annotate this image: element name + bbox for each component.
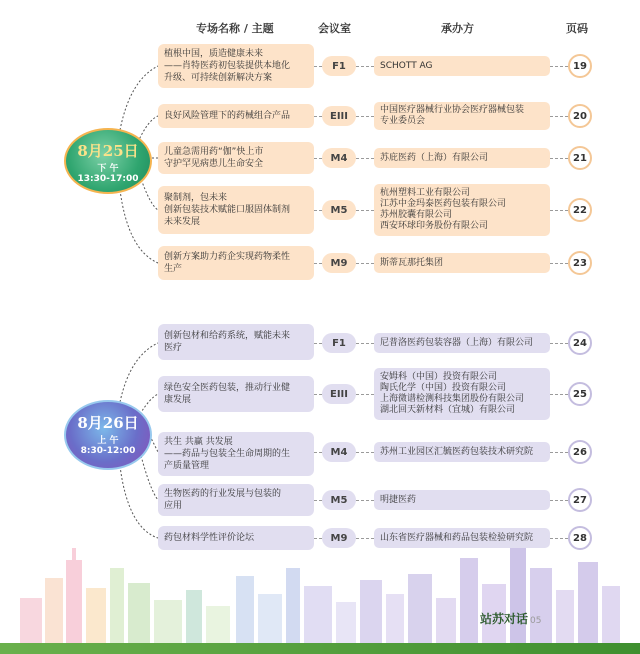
page-number: 22	[568, 198, 592, 222]
organizer-line: 湖北回天新材料（宜城）有限公司	[380, 405, 516, 415]
topic-line: ——药品与包装全生命周期的生	[164, 449, 291, 459]
topic-box	[158, 44, 314, 88]
footer-page-number: 05	[530, 616, 542, 626]
organizer-line: 江苏中金玛泰医药包装有限公司	[380, 199, 507, 209]
organizer-line: 杭州塑料工业有限公司	[380, 188, 471, 198]
topic-line: 创新包装技术赋能口服固体制剂	[164, 205, 291, 215]
page-number: 25	[568, 382, 592, 406]
organizer-line: 上海微谱检测科技集团股份有限公司	[380, 394, 525, 404]
header-topic: 专场名称 / 主题	[196, 22, 274, 35]
organizer-line: 苏庇医药（上海）有限公司	[380, 152, 489, 163]
topic-box	[158, 484, 314, 516]
topic-line: 共生 共赢 共发展	[164, 437, 233, 447]
topic-line: 未来发展	[164, 217, 201, 227]
organizer-box	[374, 184, 550, 236]
session-circle-aug25	[64, 128, 152, 194]
organizer-box	[374, 528, 550, 548]
topic-box	[158, 324, 314, 360]
topic-line: 良好风险管理下的药械组合产品	[164, 111, 291, 121]
organizer-line: 专业委员会	[380, 116, 426, 126]
topic-line: 守护罕见病患儿生命安全	[164, 159, 264, 169]
topic-line: 医疗	[164, 343, 183, 353]
session-date: 8月26日	[77, 414, 139, 432]
room-badge: EIII	[322, 106, 356, 126]
page-number: 28	[568, 526, 592, 550]
topic-line: 植根中国，质造健康未来	[164, 49, 264, 59]
topic-box	[158, 246, 314, 280]
organizer-line: 明捷医药	[380, 494, 417, 505]
organizer-box	[374, 490, 550, 510]
session-circle-aug26	[64, 400, 152, 470]
topic-line: 绿色安全医药包装，推动行业健	[164, 383, 291, 393]
topic-line: 儿童急需用药“伽”快上市	[164, 147, 264, 157]
topic-line: ——肖特医药初包装提供本地化	[164, 61, 291, 71]
ground-strip	[0, 643, 640, 654]
topic-line: 应用	[164, 501, 183, 511]
organizer-box	[374, 253, 550, 273]
topic-line: 创新包材和给药系统，赋能未来	[164, 331, 291, 341]
page-number: 24	[568, 331, 592, 355]
page-number: 27	[568, 488, 592, 512]
topic-box	[158, 526, 314, 550]
topic-box	[158, 432, 314, 476]
header-room: 会议室	[318, 22, 351, 35]
page-number: 20	[568, 104, 592, 128]
room-badge: F1	[322, 333, 356, 353]
organizer-box	[374, 442, 550, 462]
organizer-box	[374, 102, 550, 130]
topic-line: 药包材料学性评价论坛	[164, 533, 255, 543]
room-badge: F1	[322, 56, 356, 76]
topic-box	[158, 376, 314, 412]
topic-line: 生产	[164, 264, 183, 274]
page-number: 19	[568, 54, 592, 78]
session-part: 下 午	[97, 164, 119, 174]
organizer-line: 苏州工业园区汇毓医药包装技术研究院	[380, 446, 534, 457]
room-badge: M4	[322, 148, 356, 168]
topic-box	[158, 186, 314, 234]
session-time: 8:30-12:00	[80, 446, 136, 456]
topic-box	[158, 142, 314, 174]
organizer-line: SCHOTT AG	[380, 60, 433, 71]
organizer-line: 中国医疗器械行业协会医疗器械包装	[380, 105, 525, 115]
topic-line: 创新方案助力药企实现药物柔性	[164, 252, 291, 262]
topic-line: 生物医药的行业发展与包装的	[164, 489, 282, 499]
header-organizer: 承办方	[441, 22, 474, 35]
session-part: 上 午	[97, 436, 119, 446]
organizer-box	[374, 56, 550, 76]
organizer-line: 西安环球印务股份有限公司	[380, 221, 489, 231]
organizer-line: 陶氏化学（中国）投资有限公司	[380, 383, 507, 393]
page-number: 26	[568, 440, 592, 464]
topic-box	[158, 104, 314, 128]
room-badge: M5	[322, 490, 356, 510]
topic-line: 康发展	[164, 395, 192, 405]
header-page: 页码	[566, 22, 588, 35]
organizer-box	[374, 148, 550, 168]
organizer-line: 尼普洛医药包装容器（上海）有限公司	[380, 337, 534, 348]
organizer-box	[374, 368, 550, 420]
footer-brand-text: 站苏对话	[480, 612, 529, 626]
room-badge: M4	[322, 442, 356, 462]
page-number: 21	[568, 146, 592, 170]
topic-line: 产质量管理	[164, 461, 210, 471]
organizer-line: 斯蒂瓦那托集团	[380, 257, 444, 268]
footer-brand	[480, 610, 541, 627]
organizer-line: 安姆科（中国）投资有限公司	[380, 372, 498, 382]
organizer-line: 苏州胶囊有限公司	[380, 210, 453, 220]
session-time: 13:30-17:00	[77, 174, 139, 184]
room-badge: M9	[322, 253, 356, 273]
organizer-box	[374, 333, 550, 353]
room-badge: M9	[322, 528, 356, 548]
session-date: 8月25日	[77, 142, 139, 160]
topic-line: 升级、可持续创新解决方案	[164, 73, 273, 83]
organizer-line: 山东省医疗器械和药品包装检验研究院	[380, 532, 534, 543]
room-badge: EIII	[322, 384, 356, 404]
page-number: 23	[568, 251, 592, 275]
room-badge: M5	[322, 200, 356, 220]
topic-line: 聚制剂，包未来	[164, 193, 228, 203]
